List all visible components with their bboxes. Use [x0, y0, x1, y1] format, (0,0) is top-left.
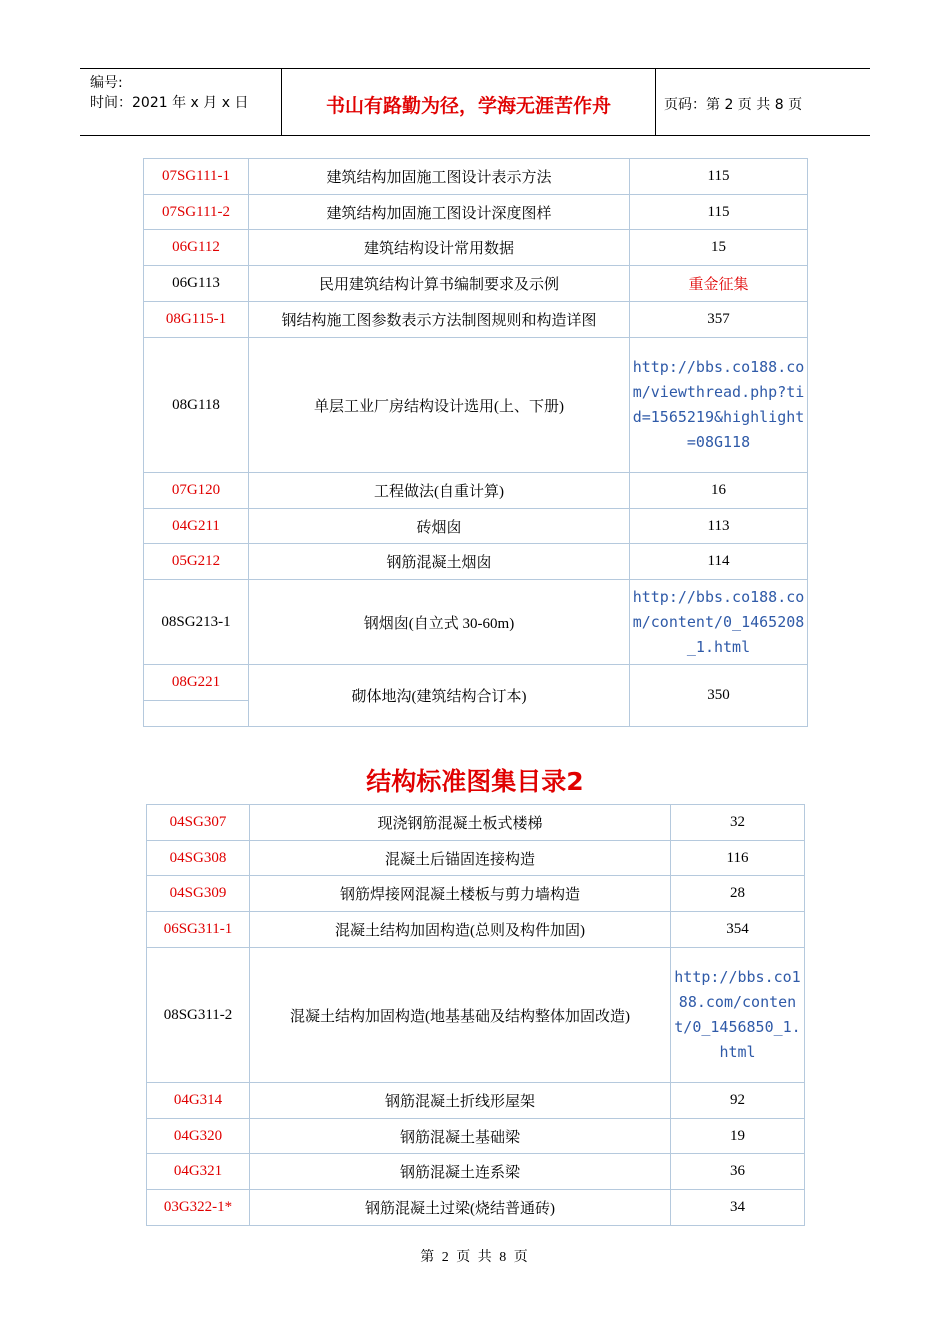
- table-row: [144, 195, 808, 230]
- row-code: 04G321: [147, 1154, 250, 1190]
- row-value: 115: [630, 195, 808, 230]
- row-code: 05G212: [144, 544, 249, 580]
- table-row: [144, 338, 808, 473]
- row-name: 钢筋混凝土基础梁: [250, 1119, 671, 1154]
- table-row: [144, 580, 808, 665]
- row-value: 114: [630, 544, 808, 580]
- row-link[interactable]: http://bbs.co188.com/content/0_1465208_1.html: [630, 580, 808, 665]
- row-code: 08G221: [144, 665, 249, 701]
- header-motto: 书山有路勤为径，学海无涯苦作舟: [282, 69, 656, 135]
- row-name: 混凝土结构加固构造(地基基础及结构整体加固改造): [250, 948, 671, 1083]
- row-value: 16: [630, 473, 808, 509]
- row-value: 36: [671, 1154, 805, 1190]
- row-code: 03G322-1*: [147, 1190, 250, 1226]
- row-name: 砌体地沟(建筑结构合订本): [249, 665, 630, 727]
- row-value: 116: [671, 841, 805, 876]
- row-code: 04G211: [144, 509, 249, 544]
- table-row: [147, 948, 805, 1083]
- table-row: [144, 544, 808, 580]
- row-name: 现浇钢筋混凝土板式楼梯: [250, 805, 671, 841]
- row-value: 357: [630, 302, 808, 338]
- table-row: [147, 841, 805, 876]
- page-header: [80, 68, 870, 136]
- row-code: 08G115-1: [144, 302, 249, 338]
- row-code: 04G314: [147, 1083, 250, 1119]
- table-row: [144, 665, 808, 701]
- row-name: 建筑结构加固施工图设计深度图样: [249, 195, 630, 230]
- row-name: 民用建筑结构计算书编制要求及示例: [249, 266, 630, 302]
- empty-cell: [144, 701, 249, 727]
- row-value: 113: [630, 509, 808, 544]
- table-row: [144, 302, 808, 338]
- row-code: 08SG213-1: [144, 580, 249, 665]
- table-row: [144, 266, 808, 302]
- table-row: [147, 1190, 805, 1226]
- page-footer: 第 2 页 共 8 页: [420, 1250, 530, 1265]
- row-name: 钢筋焊接网混凝土楼板与剪力墙构造: [250, 876, 671, 912]
- table-row: [144, 230, 808, 266]
- table-row: [144, 473, 808, 509]
- row-link[interactable]: http://bbs.co188.com/viewthread.php?tid=1565219&highlight=08G118: [630, 338, 808, 473]
- row-name: 钢筋混凝土烟囱: [249, 544, 630, 580]
- row-code: 07SG111-2: [144, 195, 249, 230]
- header-meta: [80, 69, 282, 135]
- header-page-number: 页码：第 2 页 共 8 页: [664, 97, 803, 113]
- row-link[interactable]: http://bbs.co188.com/content/0_1456850_1.html: [671, 948, 805, 1083]
- row-code: 06G113: [144, 266, 249, 302]
- catalog-table-1: [143, 158, 808, 727]
- row-name: 钢筋混凝土过梁(烧结普通砖): [250, 1190, 671, 1226]
- row-value: 115: [630, 159, 808, 195]
- row-name: 混凝土结构加固构造(总则及构件加固): [250, 912, 671, 948]
- row-name: 钢筋混凝土连系梁: [250, 1154, 671, 1190]
- table-row: [147, 1154, 805, 1190]
- row-name: 砖烟囱: [249, 509, 630, 544]
- section-title: 结构标准图集目录2: [366, 767, 584, 796]
- row-name: 工程做法(自重计算): [249, 473, 630, 509]
- table-row: [147, 1119, 805, 1154]
- row-code: 08G118: [144, 338, 249, 473]
- row-code: 04G320: [147, 1119, 250, 1154]
- row-value: 15: [630, 230, 808, 266]
- row-value: 重金征集: [630, 266, 808, 302]
- row-code: 04SG309: [147, 876, 250, 912]
- row-value: 350: [630, 665, 808, 727]
- header-number: 编号:: [90, 75, 123, 91]
- row-code: 08SG311-2: [147, 948, 250, 1083]
- row-code: 07G120: [144, 473, 249, 509]
- header-date: 时间：2021 年 x 月 x 日: [90, 95, 249, 111]
- table-row: [147, 876, 805, 912]
- row-value: 32: [671, 805, 805, 841]
- row-name: 钢筋混凝土折线形屋架: [250, 1083, 671, 1119]
- row-value: 354: [671, 912, 805, 948]
- row-value: 34: [671, 1190, 805, 1226]
- row-name: 钢烟囱(自立式 30-60m): [249, 580, 630, 665]
- row-name: 单层工业厂房结构设计选用(上、下册): [249, 338, 630, 473]
- table-row: [144, 159, 808, 195]
- row-code: 07SG111-1: [144, 159, 249, 195]
- row-value: 19: [671, 1119, 805, 1154]
- row-code: 04SG307: [147, 805, 250, 841]
- row-name: 建筑结构加固施工图设计表示方法: [249, 159, 630, 195]
- table-row: [144, 509, 808, 544]
- table-row: [147, 1083, 805, 1119]
- table-row: [147, 912, 805, 948]
- catalog-table-2: [146, 804, 805, 1226]
- row-value: 28: [671, 876, 805, 912]
- table-row: [147, 805, 805, 841]
- row-value: 92: [671, 1083, 805, 1119]
- row-name: 建筑结构设计常用数据: [249, 230, 630, 266]
- row-code: 06G112: [144, 230, 249, 266]
- row-code: 04SG308: [147, 841, 250, 876]
- row-name: 钢结构施工图参数表示方法制图规则和构造详图: [249, 302, 630, 338]
- row-name: 混凝土后锚固连接构造: [250, 841, 671, 876]
- row-code: 06SG311-1: [147, 912, 250, 948]
